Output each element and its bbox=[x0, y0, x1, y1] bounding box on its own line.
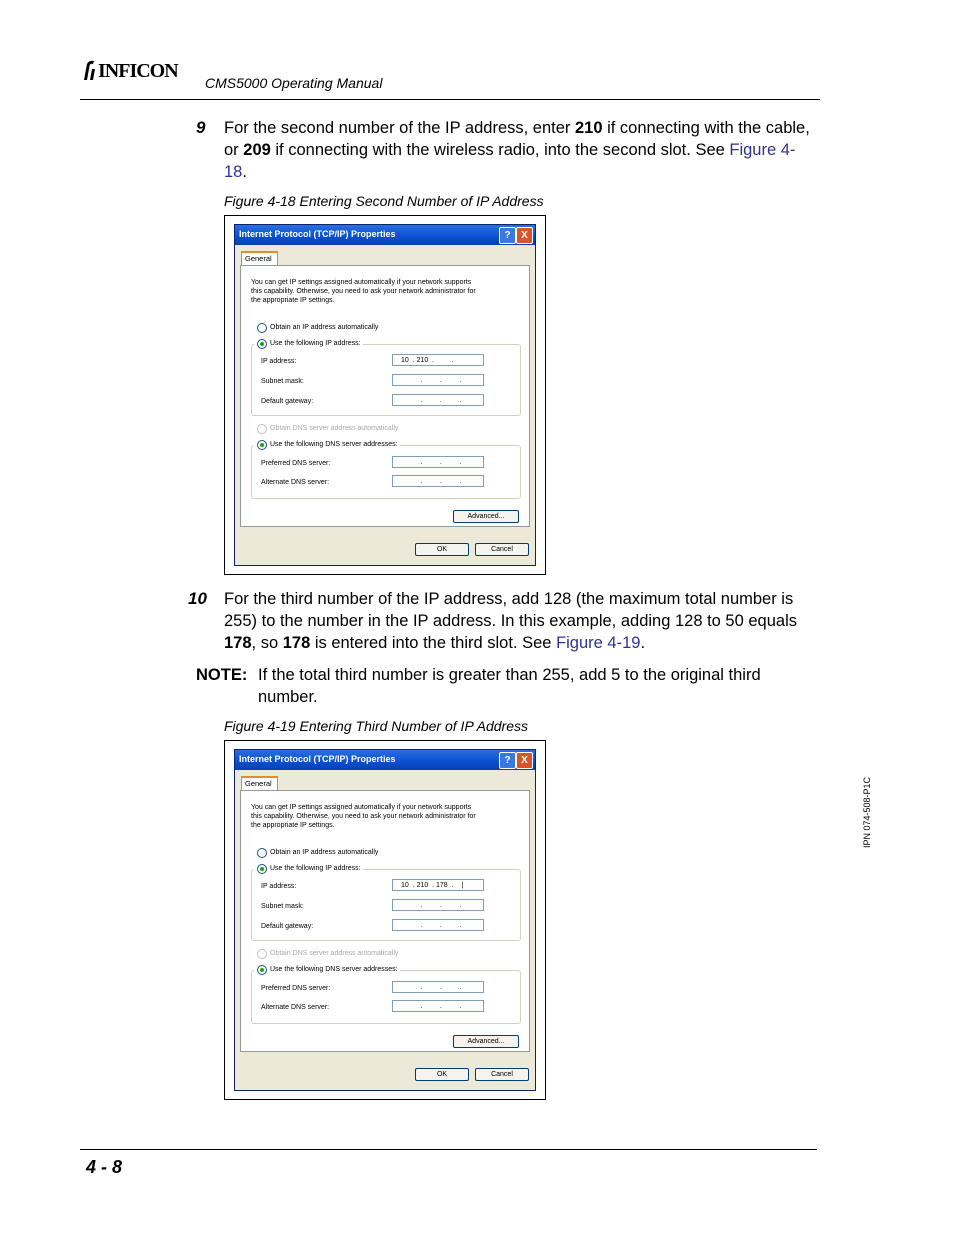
close-button[interactable]: X bbox=[516, 752, 533, 769]
help-button[interactable]: ? bbox=[499, 227, 516, 244]
preferred-dns-label: Preferred DNS server: bbox=[261, 985, 331, 992]
manual-title: CMS5000 Operating Manual bbox=[205, 75, 383, 91]
intro-line-2: this capability. Otherwise, you need to ask your network administrator for bbox=[251, 813, 476, 820]
inficon-logo: INFICON bbox=[82, 60, 178, 83]
alternate-dns-field[interactable]: . . . bbox=[392, 475, 484, 487]
subnet-mask-label: Subnet mask: bbox=[261, 903, 304, 910]
figure-link[interactable]: Figure 4-19 bbox=[556, 634, 641, 652]
subnet-mask-field[interactable]: . . . bbox=[392, 899, 484, 911]
obtain-dns-label: Obtain DNS server address automatically bbox=[270, 950, 399, 957]
help-button[interactable]: ? bbox=[499, 752, 516, 769]
obtain-ip-label: Obtain an IP address automatically bbox=[270, 324, 379, 331]
use-ip-radio[interactable] bbox=[257, 864, 267, 874]
dns-group bbox=[251, 445, 521, 499]
header-rule bbox=[80, 99, 820, 100]
close-button[interactable]: X bbox=[516, 227, 533, 244]
ok-button[interactable]: OK bbox=[415, 543, 469, 556]
use-ip-label: Use the following IP address: bbox=[270, 865, 361, 872]
use-dns-radio[interactable] bbox=[257, 440, 267, 450]
step-number: 9 bbox=[196, 118, 206, 137]
gateway-label: Default gateway: bbox=[261, 923, 314, 930]
dialog-title: Internet Protocol (TCP/IP) Properties bbox=[239, 754, 396, 764]
step-9-text: For the second number of the IP address, enter 210 if connecting with the cable, or 209 if connecting with the wireless radio, into the second slot. See Figure 4-18. bbox=[224, 119, 810, 181]
cancel-button[interactable]: Cancel bbox=[475, 1068, 529, 1081]
intro-line-3: the appropriate IP settings. bbox=[251, 822, 335, 829]
figure-caption: Figure 4-19 Entering Third Number of IP Address bbox=[224, 718, 528, 734]
cancel-button[interactable]: Cancel bbox=[475, 543, 529, 556]
dns-group bbox=[251, 970, 521, 1024]
dialog-title: Internet Protocol (TCP/IP) Properties bbox=[239, 229, 396, 239]
gateway-label: Default gateway: bbox=[261, 398, 314, 405]
intro-line-1: You can get IP settings assigned automatically if your network supports bbox=[251, 804, 472, 811]
dialog-title-bar bbox=[235, 225, 535, 245]
alternate-dns-field[interactable]: . . . bbox=[392, 1000, 484, 1012]
preferred-dns-field[interactable]: . . . bbox=[392, 981, 484, 993]
obtain-ip-radio[interactable] bbox=[257, 848, 267, 858]
subnet-mask-field[interactable]: . . . bbox=[392, 374, 484, 386]
general-panel bbox=[240, 790, 530, 1052]
use-ip-radio[interactable] bbox=[257, 339, 267, 349]
ip-address-field[interactable]: 10 . 210 . . bbox=[392, 354, 484, 366]
gateway-field[interactable]: . . . bbox=[392, 394, 484, 406]
subnet-mask-label: Subnet mask: bbox=[261, 378, 304, 385]
document-ipn: IPN 074-508-P1C bbox=[862, 776, 872, 848]
note-label: NOTE: bbox=[196, 666, 248, 684]
obtain-dns-label: Obtain DNS server address automatically bbox=[270, 425, 399, 432]
gateway-field[interactable]: . . . bbox=[392, 919, 484, 931]
ip-address-field[interactable]: 10 . 210 . 178 . | bbox=[392, 879, 484, 891]
preferred-dns-field[interactable]: . . . bbox=[392, 456, 484, 468]
tcpip-dialog bbox=[234, 749, 536, 1091]
intro-line-1: You can get IP settings assigned automatically if your network supports bbox=[251, 279, 472, 286]
step-10-text: For the third number of the IP address, add 128 (the maximum total number is 255) to the number in the IP address. In this example, adding 128 to 50 equals 178, so 178 is entered into the third slot. See Figure 4-19. bbox=[224, 590, 797, 652]
use-dns-radio[interactable] bbox=[257, 965, 267, 975]
figure-4-19 bbox=[224, 740, 546, 1100]
step-number: 10 bbox=[188, 589, 207, 608]
advanced-button[interactable]: Advanced... bbox=[453, 1035, 519, 1048]
dialog-title-bar bbox=[235, 750, 535, 770]
tcpip-dialog bbox=[234, 224, 536, 566]
obtain-ip-radio[interactable] bbox=[257, 323, 267, 333]
obtain-dns-radio[interactable] bbox=[257, 949, 267, 959]
footer-rule bbox=[80, 1149, 817, 1150]
ip-address-label: IP address: bbox=[261, 883, 297, 890]
use-dns-label: Use the following DNS server addresses: bbox=[270, 966, 398, 973]
inficon-logo-icon bbox=[82, 60, 96, 80]
page-number: 4 - 8 bbox=[86, 1157, 123, 1177]
preferred-dns-label: Preferred DNS server: bbox=[261, 460, 331, 467]
figure-link[interactable]: Figure 4-18 bbox=[224, 141, 796, 181]
general-panel bbox=[240, 265, 530, 527]
tab-general[interactable]: General bbox=[241, 776, 278, 790]
obtain-dns-radio[interactable] bbox=[257, 424, 267, 434]
ip-address-label: IP address: bbox=[261, 358, 297, 365]
use-ip-label: Use the following IP address: bbox=[270, 340, 361, 347]
intro-line-2: this capability. Otherwise, you need to ask your network administrator for bbox=[251, 288, 476, 295]
figure-caption: Figure 4-18 Entering Second Number of IP Address bbox=[224, 193, 544, 209]
advanced-button[interactable]: Advanced... bbox=[453, 510, 519, 523]
note-text: If the total third number is greater than 255, add 5 to the original third number. bbox=[258, 666, 761, 706]
figure-4-18 bbox=[224, 215, 546, 575]
obtain-ip-label: Obtain an IP address automatically bbox=[270, 849, 379, 856]
tab-general[interactable]: General bbox=[241, 251, 278, 265]
ok-button[interactable]: OK bbox=[415, 1068, 469, 1081]
alternate-dns-label: Alternate DNS server: bbox=[261, 1004, 330, 1011]
alternate-dns-label: Alternate DNS server: bbox=[261, 479, 330, 486]
intro-line-3: the appropriate IP settings. bbox=[251, 297, 335, 304]
use-dns-label: Use the following DNS server addresses: bbox=[270, 441, 398, 448]
